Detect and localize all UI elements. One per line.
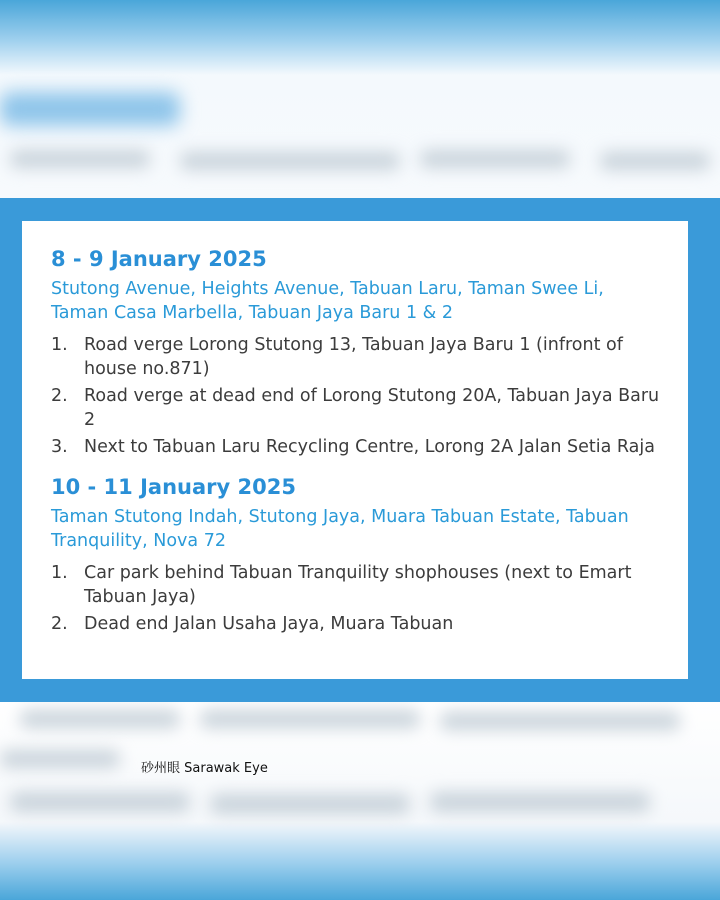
blurred-text — [440, 712, 680, 730]
blurred-text — [20, 710, 180, 728]
schedule-panel — [0, 198, 720, 702]
section-areas: Stutong Avenue, Heights Avenue, Tabuan Laru, Taman Swee Li, Taman Casa Marbella, Tabuan Jaya Baru 1 & 2 — [51, 279, 604, 323]
blurred-title — [0, 92, 180, 126]
blurred-text — [420, 150, 570, 168]
section-date-heading: 10 - 11 January 2025 — [51, 475, 296, 499]
schedule-card — [22, 221, 688, 679]
location-number: 1. — [51, 563, 68, 583]
blurred-header-background — [0, 0, 720, 200]
schedule-section-1 — [51, 245, 660, 459]
blurred-text — [210, 794, 410, 814]
blurred-text — [600, 152, 710, 170]
section-areas: Taman Stutong Indah, Stutong Jaya, Muara Tabuan Estate, Tabuan Tranquility, Nova 72 — [51, 507, 629, 551]
location-item — [51, 612, 660, 636]
watermark-label: 砂州眼 Sarawak Eye — [141, 761, 268, 776]
location-list — [51, 333, 660, 459]
location-number: 3. — [51, 437, 68, 457]
location-number: 1. — [51, 335, 68, 355]
location-number: 2. — [51, 614, 68, 634]
location-text: Car park behind Tabuan Tranquility shophouses (next to Emart Tabuan Jaya) — [84, 563, 632, 607]
location-item — [51, 384, 660, 432]
blurred-text — [200, 710, 420, 728]
schedule-section-2 — [51, 473, 660, 636]
blurred-footer-background — [0, 702, 720, 900]
location-text: Road verge Lorong Stutong 13, Tabuan Jaya Baru 1 (infront of house no.871) — [84, 335, 623, 379]
blurred-text — [180, 152, 400, 170]
location-text: Road verge at dead end of Lorong Stutong 20A, Tabuan Jaya Baru 2 — [84, 386, 660, 430]
location-item — [51, 561, 660, 609]
location-list — [51, 561, 660, 636]
blurred-text — [0, 750, 120, 768]
location-text: Dead end Jalan Usaha Jaya, Muara Tabuan — [84, 614, 454, 634]
blurred-text — [10, 792, 190, 812]
blurred-text — [430, 792, 650, 812]
location-number: 2. — [51, 386, 68, 406]
location-item — [51, 435, 660, 459]
blurred-text — [10, 150, 150, 168]
location-text: Next to Tabuan Laru Recycling Centre, Lorong 2A Jalan Setia Raja — [84, 437, 655, 457]
section-date-heading: 8 - 9 January 2025 — [51, 247, 267, 271]
location-item — [51, 333, 660, 381]
